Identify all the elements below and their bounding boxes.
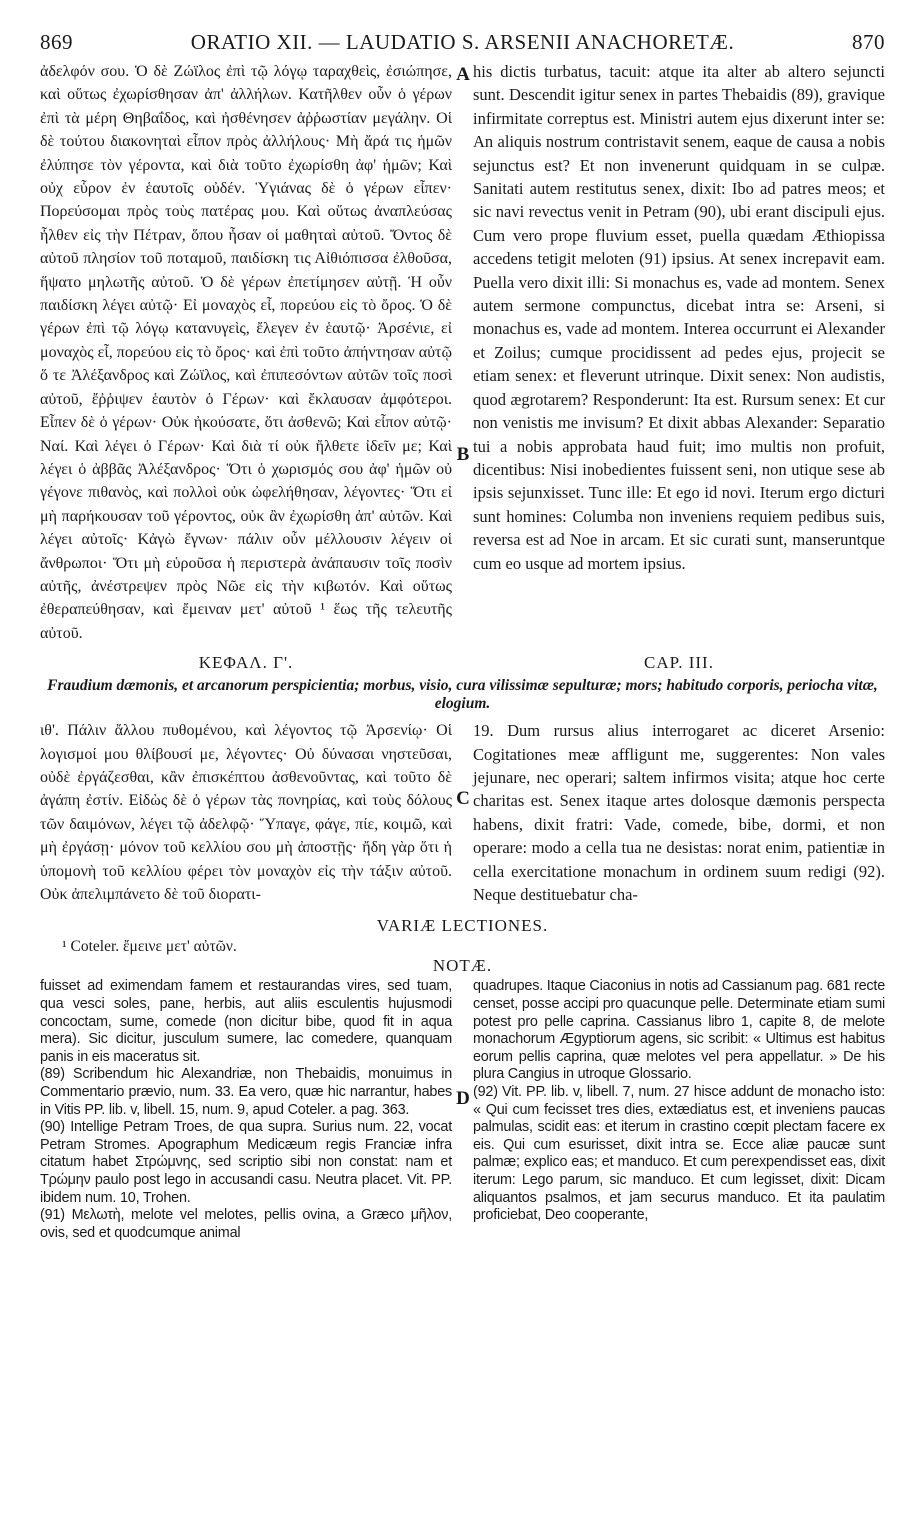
running-title: ORATIO XII. — LAUDATIO S. ARSENII ANACHORETÆ. [190, 30, 735, 54]
latin-column-top [473, 60, 885, 645]
margin-letter-b: B [456, 444, 470, 465]
page-number-right: 870 [851, 30, 885, 54]
notes-column-right [473, 978, 885, 1242]
running-header [40, 30, 885, 60]
notae-title: NOTÆ. [432, 956, 493, 976]
greek-column-bottom [40, 719, 452, 906]
variant-reading-note: ¹ Coteler. ἔμεινε μετ' αὐτῶν. [62, 938, 237, 956]
chapter-heading-row [40, 653, 885, 673]
note-paragraph: (91) Μελωτὴ, melote vel melotes, pellis ovina, a Græco μῆλον, ovis, sed et quodcumque animal [40, 1207, 452, 1241]
latin-column-bottom [473, 719, 885, 906]
latin-text-bottom: 19. Dum rursus alius interrogaret ac diceret Arsenio: Cogitationes meæ affligunt me, suggerentes: Non vales jejunare, nec operari; saltem infirmos visita; atque hoc certe charitas est. Senex itaque artes dolosque dæmonis perspecta habens, dixit fratri: Vade, comede, bibe, dormi, et non operare: modo a cella tua ne desistas: norat enim, patientiæ in cella exercitatione monachum in ordinem suum redigi (92). Neque destituebatur cha- [473, 721, 885, 904]
notes-section [40, 978, 885, 1242]
latin-text-top: his dictis turbatus, tacuit: atque ita alter ab altero sejuncti sunt. Descendit igitur senex in partes Thebaidis (89), gravique infirmitate correptus est. Ministri autem ejus dixerunt inter se: An aliquis nostrum contristavit senem, eaque de causa a nobis sejunctus est? Et non invenerunt quidquam in se culpæ. Sanitati autem restitutus senex, dixit: Ibo ad patres meos; et sic navi revectus venit in Petram (90), ubi erant discipuli ejus. Cum vero prope fluvium esset, puella quædam Æthiopissa accedens tetigit meloten (91) ipsius. At senex increpavit eam. Puella vero dixit illi: Si monachus es, vade ad montem. Senex autem sermone compunctus, dicebat intra se: Arseni, si monachus es, vade ad montem. Interea occurrunt ei Alexander et Zoilus; cumque procidissent ad pedes ejus, projecit se etiam senex: et fleverunt utrinque. Dixit senex: Non audistis, quod ægrotarem? Responderunt: Ita est. Rursum senex: Et cur non venistis me invisum? Et dixit abbas Alexander: Separatio tui a nobis approbata haud fuit; imo multis non profuit, dicentibus: Nisi inobedientes fuissent seni, non utique sese ab ipsis sejunxisset. Tunc ille: Et ego id novi. Iterum ergo dicturi sunt homines: Columba non inveniens requiem pedibus suis, reversa est ad Noe in arcam. Et sic curati sunt, manseruntque cum eo usque ad mortem ipsius. [473, 62, 885, 573]
note-paragraph: fuisset ad eximendam famem et restaurandas vires, sed tuam, qua vesci soles, pane, herbis, aut aliis esculentis hujusmodi concoctam, sume, comede (non dicitur bibe, quod fit in aqua mera). Sic dicitur, jusculum sumere, lac comedere, quanquam panis in eis maceratus sit. [40, 978, 452, 1065]
greek-text-bottom: ιθ'. Πάλιν ἄλλου πυθομένου, καὶ λέγοντος τῷ Ἀρσενίῳ· Οἱ λογισμοί μου θλίβουσί με, λέγοντες· Οὐ δύνασαι νηστεῦσαι, οὐδὲ ἐργάζεσθαι, κἂν ἐπισκέπτου ἀσθενοῦντας, καὶ τοῦτο δὲ ἀγάπη ἐστίν. Εἰδὼς δὲ ὁ γέρων τὰς πονηρίας, καὶ τοὺς δόλους τῶν δαιμόνων, λέγει τῷ ἀδελφῷ· Ὕπαγε, φάγε, πίε, κοιμῶ, καὶ μὴ ἐργάσῃ· μόνον τοῦ κελλίου σου μὴ ἀποστῇς· ἤδη γὰρ ὅτι ἡ ὑπομονὴ τοῦ κελλίου φέρει τὸν μοναχὸν εἰς τὴν τάξιν αὐτοῦ. Οὐκ ἀπελιμπάνετο δὲ τοῦ διορατι- [40, 722, 452, 903]
margin-letter-c: C [456, 788, 470, 809]
bottom-columns [40, 719, 885, 906]
chapter-summary: Fraudium dæmonis, et arcanorum perspicientia; morbus, visio, cura vilissimæ sepulturæ; mors; habitudo corporis, periocha vitæ, elogium. [47, 677, 878, 713]
document-page [40, 30, 885, 1242]
page-number-left: 869 [40, 30, 73, 54]
chapter-heading-greek: ΚΕΦΑΛ. Γ'. [198, 653, 294, 673]
note-paragraph: (90) Intellige Petram Troes, de qua supra. Surius num. 22, vocat Petram Stromes. Apographum Medicæum regis Franciæ infra citatum habet Στρώμνης, sed scriptio sibi non constat: nam et Τρώμην paulo post lego in accusandi casu. Neutra placet. Vit. PP. ibidem num. 10, Trohen. [40, 1119, 452, 1206]
variae-row [40, 938, 885, 956]
note-paragraph: (89) Scribendum hic Alexandriæ, non Thebaidis, monuimus in Commentario prævio, num. 33. Ea vero, quæ hic narrantur, habes in Vitis PP. lib. v, libell. 15, num. 9, apud Coteler. a pag. 363. [40, 1066, 452, 1118]
greek-text-top: ἀδελφόν σου. Ὁ δὲ Ζώϊλος ἐπὶ τῷ λόγῳ ταραχθεὶς, ἐσιώπησε, καὶ οὕτως ἐχωρίσθησαν ἀπ' ἀλλήλων. Κατῆλθεν οὖν ὁ γέρων ἐπὶ τὰ μέρη Θηβαΐδος, καὶ ἠσθένησεν ἀῤῥωστίαν μεγάλην. Οἱ δὲ τούτου διακονηταὶ εἶπον πρὸς ἀλλήλους· Μὴ ἄρά τις ἡμῶν ἐλύπησε τὸν γέροντα, καὶ διὰ τοῦτο ἐχωρίσθη ἀφ' ἡμῶν; Καὶ οὐχ εὗρον ἐν ἑαυτοῖς οὐδέν. Ὑγιάνας δὲ ὁ γέρων εἶπεν· Πορεύσομαι πρὸς τοὺς πατέρας μου. Καὶ οὕτως ἀναπλεύσας ἦλθεν εἰς τὴν Πέτραν, ὅπου ἦσαν οἱ μαθηταὶ αὐτοῦ. Ὄντος δὲ αὐτοῦ πλησίον τοῦ ποταμοῦ, παιδίσκη τις Αἰθιόπισσα ἐλθοῦσα, ἥψατο μηλωτῆς αὐτοῦ. Ὁ δὲ γέρων ἐπετίμησεν αὐτῇ. Ἡ οὖν παιδίσκη λέγει αὐτῷ· Εἰ μοναχὸς εἶ, πορεύου εἰς τὸ ὄρος. Ὁ δὲ γέρων ἐπὶ τῷ λόγῳ κατανυγεὶς, ἔλεγεν ἐν ἑαυτῷ· Ἀρσένιε, εἰ μοναχὸς εἶ, πορεύου εἰς τὸ ὄρος· καὶ ἐπὶ τοῦτο ἀπήντησαν αὐτῷ ὅ τε Ἀλέξανδρος καὶ Ζώϊλος, καὶ ἐπιπεσόντων αὐτῶν τοῖς ποσὶ αὐτοῦ, ἔῤῥιψεν ἑαυτὸν ὁ Γέρων· καὶ ἔκλαυσαν ἀμφότεροι. Εἶπεν δὲ ὁ γέρων· Οὐκ ἠκούσατε, ὅτι ἀσθενῶ; Καὶ εἶπον αὐτῷ· Ναί. Καὶ λέγει ὁ Γέρων· Καὶ διὰ τί οὐκ ἤλθετε ἰδεῖν με; Καὶ λέγει ὁ ἀββᾶς Ἀλέξανδρος· Ὅτι ὁ χωρισμός σου ἀφ' ἡμῶν οὐ γέγονε πιθανὸς, καὶ πολλοὶ οὐκ ὠφελήθησαν, λέγοντες· Ὅτι εἰ μὴ παρήκουσαν τοῦ γέροντος, οὐκ ἂν ἐχωρίσθη ἀπ' αὐτῶν. Καὶ λέγει αὐτοῖς· Κἀγὼ ἔγνων· πάλιν οὖν μέλλουσιν λέγειν οἱ ἄνθρωποι· Ὅτι μὴ εὑροῦσα ἡ περιστερὰ ἀνάπαυσιν τοῖς ποσὶν αὐτῆς, ἀνέστρεψεν πρὸς Νῶε εἰς τὴν κιβωτόν. Καὶ οὕτως ἐθεραπεύθησαν, καὶ ἔμειναν μετ' αὐτοῦ ¹ ἕως τῆς τελευτῆς αὐτοῦ. [40, 63, 452, 642]
margin-letter-d: D [456, 1088, 470, 1110]
notes-column-left [40, 978, 452, 1242]
note-paragraph: quadrupes. Itaque Ciaconius in notis ad Cassianum pag. 681 recte censet, posse accipi pro quacunque pelle. Determinate etiam sumi potest pro pelle caprina. Cassianus libro 1, capite 8, de melote monachorum Ægyptiorum agens, sic scribit: « Ultimus est habitus eorum pellis caprina, quæ melotes vel pera appellatur. » De his plura Cangius in utroque Glossario. [473, 978, 885, 1083]
note-paragraph: (92) Vit. PP. lib. v, libell. 7, num. 27 hisce addunt de monacho isto: « Qui cum fecisset tres dies, extædiatus est, et inveniens paucas palmulas, scidit eas: et iterum in crastino cœpit plectam facere ex eis. Qui cum esurisset, dixit intra se. Ecce aliæ paucæ sunt palmæ; explico eas; et manduco. Et cum perexpendisset eas, dixit iterum: Lego parum, sic manduco. Et cum legisset, dixit: Dicam aliquantos psalmos, et jam securus manduco. Et ita paulatim proficiebat, Deo cooperante, [473, 1083, 885, 1224]
variae-lectiones-title: VARIÆ LECTIONES. [376, 916, 549, 936]
greek-column-top [40, 60, 452, 645]
margin-letter-a: A [456, 64, 470, 85]
chapter-heading-latin: CAP. III. [644, 653, 714, 673]
